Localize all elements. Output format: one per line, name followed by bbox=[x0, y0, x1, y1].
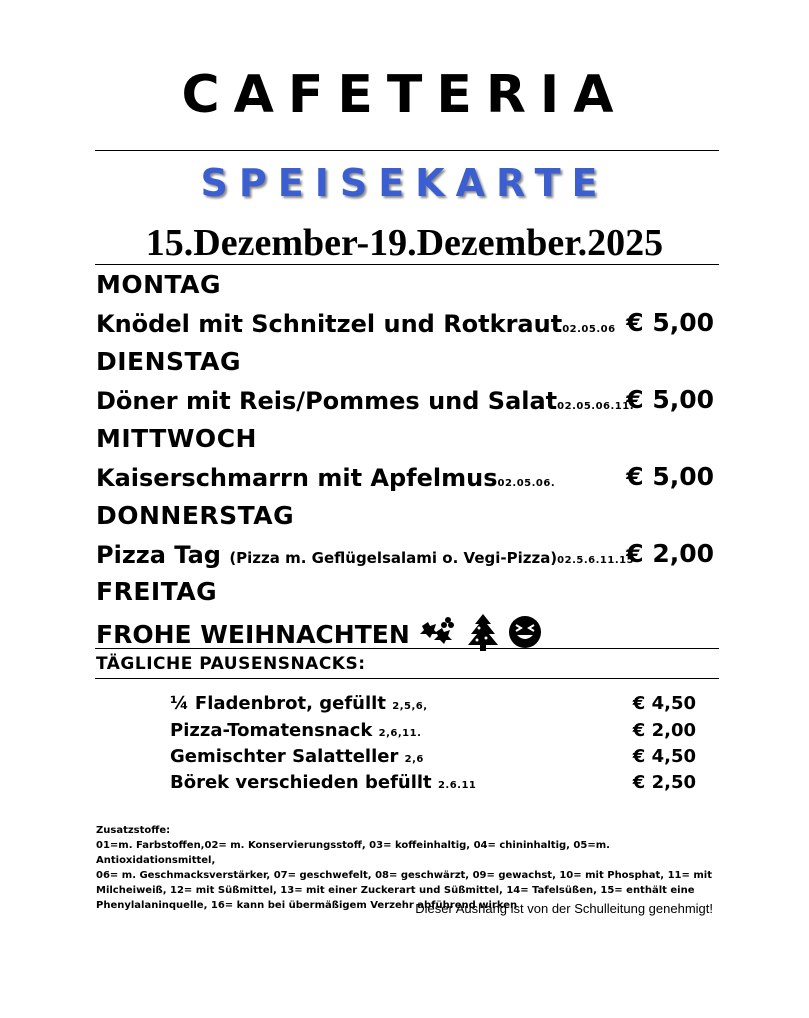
christmas-tree-icon bbox=[466, 612, 500, 657]
dish-monday bbox=[96, 308, 616, 346]
snack-additives: 2,5,6, bbox=[392, 701, 428, 712]
footnote-line: Phenylalaninquelle, 16= kann bei übermäßigem Verzehr abführend wirken bbox=[96, 900, 518, 911]
snack-price: € 4,50 bbox=[632, 693, 696, 714]
day-monday: MONTAG bbox=[96, 270, 222, 299]
snack-item bbox=[170, 719, 421, 746]
price-wednesday: € 5,00 bbox=[626, 462, 714, 491]
divider bbox=[95, 678, 719, 679]
footnote-line: Milcheiweiß, 12= mit Süßmittel, 13= mit einer Zuckerart und Süßmittel, 14= Tafelsüßen, 15= enthält eine bbox=[96, 885, 695, 896]
snack-item bbox=[170, 692, 428, 719]
snack-additives: 2,6 bbox=[404, 754, 424, 765]
snack-name: ¼ Fladenbrot, gefüllt bbox=[170, 693, 386, 714]
approval-note: Dieser Aushang ist von der Schulleitung genehmigt! bbox=[415, 901, 713, 916]
day-wednesday: MITTWOCH bbox=[96, 424, 257, 453]
day-friday: FREITAG bbox=[96, 577, 218, 606]
price-thursday: € 2,00 bbox=[626, 539, 714, 568]
snack-additives: 2.6.11 bbox=[437, 780, 477, 791]
snack-item bbox=[170, 771, 476, 798]
divider bbox=[95, 648, 719, 649]
menu-subtitle: SPEISEKARTE bbox=[200, 161, 609, 205]
dish-name: Knödel mit Schnitzel und Rotkraut bbox=[96, 310, 563, 338]
date-range: 15.Dezember-19.Dezember.2025 bbox=[145, 222, 664, 264]
dish-additives: 02.05.06. bbox=[497, 478, 556, 489]
divider bbox=[95, 264, 719, 265]
snack-price: € 2,00 bbox=[632, 720, 696, 741]
footnote-heading: Zusatzstoffe: bbox=[96, 825, 171, 836]
snack-name: Börek verschieden befüllt bbox=[170, 772, 432, 793]
footnote-line: 01=m. Farbstoffen,02= m. Konservierungsstoff, 03= koffeinhaltig, 04= chininhaltig, 05=m. Antioxidationsmittel, bbox=[96, 840, 610, 866]
day-thursday: DONNERSTAG bbox=[96, 501, 295, 530]
dish-additives: 02.5.6.11.15 bbox=[557, 555, 635, 566]
dish-thursday bbox=[96, 539, 634, 577]
snack-additives: 2,6,11. bbox=[378, 728, 422, 739]
snack-price: € 4,50 bbox=[632, 746, 696, 767]
dish-name: Pizza Tag bbox=[96, 541, 230, 569]
snacks-heading: TÄGLICHE PAUSENSNACKS: bbox=[96, 654, 366, 674]
dish-additives: 02.05.06 bbox=[562, 324, 616, 335]
page-title: CAFETERIA bbox=[181, 65, 628, 125]
greeting-text: FROHE WEIHNACHTEN bbox=[96, 619, 410, 649]
dish-tuesday bbox=[96, 385, 634, 423]
snack-name: Pizza-Tomatensnack bbox=[170, 720, 373, 741]
dish-name: Kaiserschmarrn mit Apfelmus bbox=[96, 464, 498, 492]
footnote-line: 06= m. Geschmacksverstärker, 07= geschwefelt, 08= geschwärzt, 09= gewachst, 10= mit Phosphat, 11= mit bbox=[96, 870, 712, 881]
snack-name: Gemischter Salatteller bbox=[170, 746, 399, 767]
dish-wednesday bbox=[96, 462, 555, 500]
dish-note: (Pizza m. Geflügelsalami o. Vegi-Pizza) bbox=[229, 549, 558, 567]
dish-name: Döner mit Reis/Pommes und Salat bbox=[96, 387, 558, 415]
friday-greeting bbox=[96, 612, 542, 657]
dish-additives: 02.05.06.11. bbox=[557, 401, 635, 412]
divider bbox=[95, 150, 719, 151]
day-tuesday: DIENSTAG bbox=[96, 347, 242, 376]
price-monday: € 5,00 bbox=[626, 308, 714, 337]
snack-price: € 2,50 bbox=[632, 772, 696, 793]
price-tuesday: € 5,00 bbox=[626, 385, 714, 414]
snack-item bbox=[170, 745, 424, 772]
